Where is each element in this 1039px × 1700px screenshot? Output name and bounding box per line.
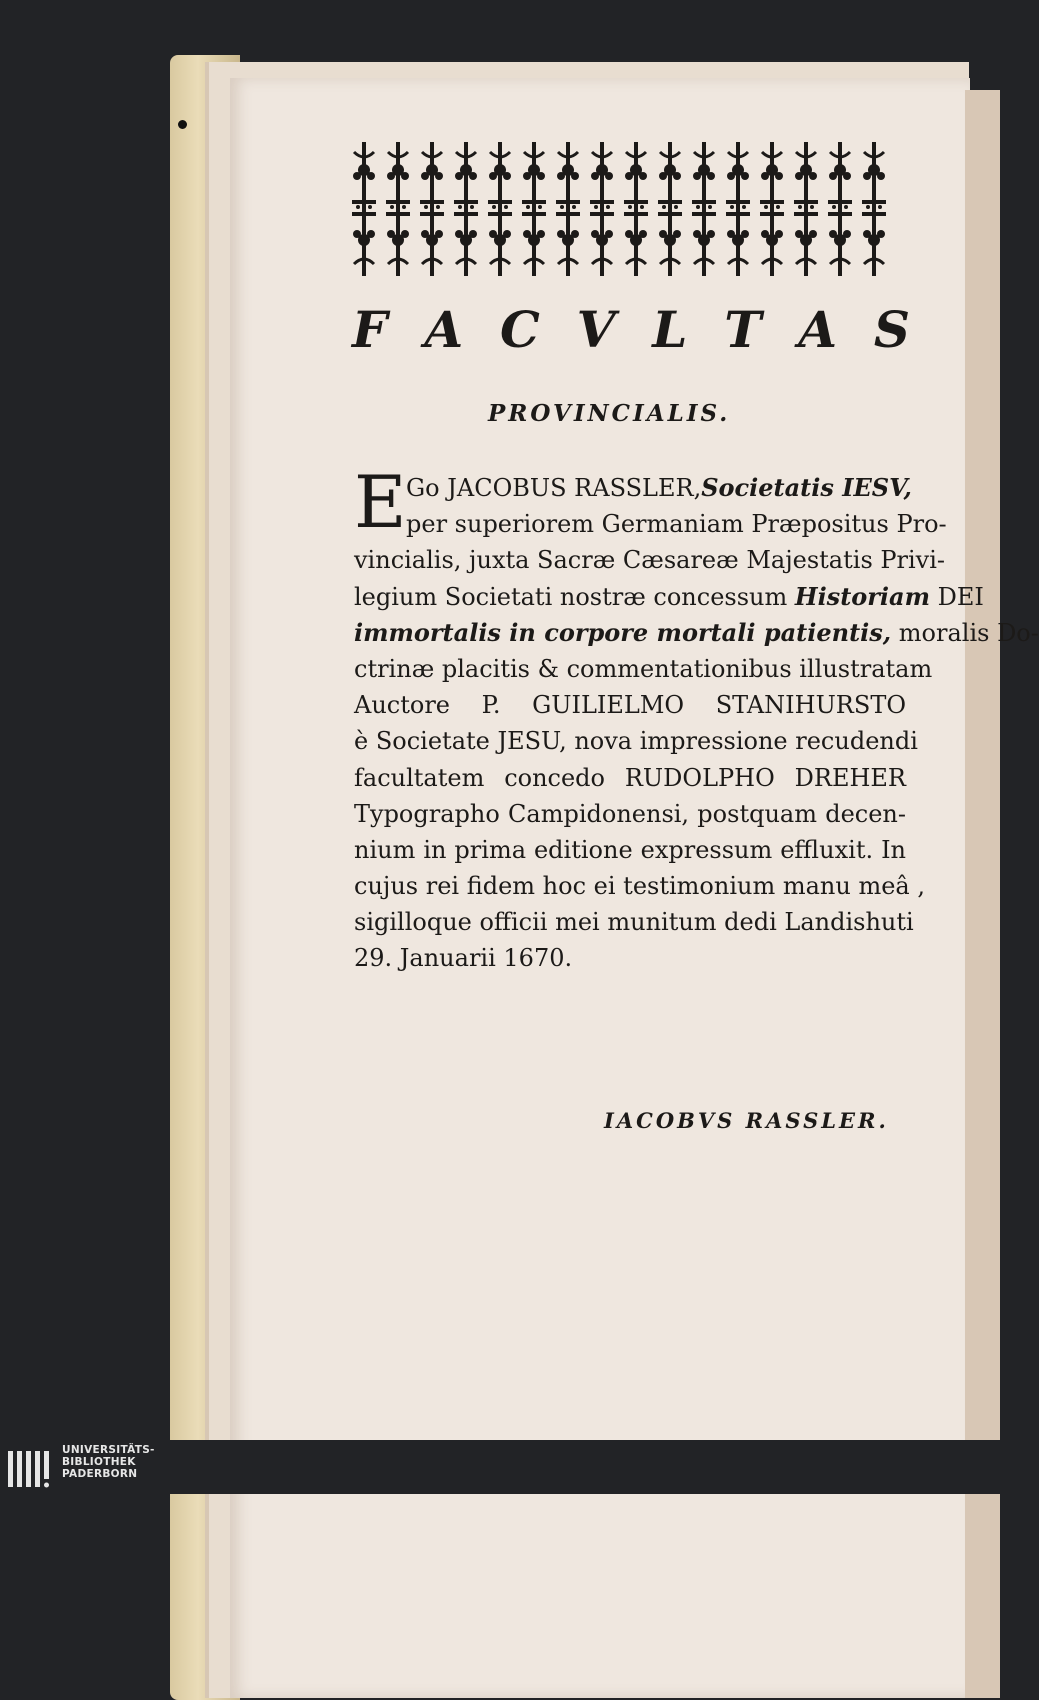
signature: IACOBVS RASSLER. (604, 1108, 889, 1133)
title-letter: T (724, 300, 764, 359)
library-logo-icon (6, 1447, 54, 1489)
ornament-band (350, 140, 910, 278)
page-subtitle: PROVINCIALIS. (488, 400, 731, 427)
title-letter: S (873, 300, 912, 359)
text-line: Go JACOBUS RASSLER,Societatis IESV, (406, 473, 912, 502)
library-logo-text: UNIVERSITÄTS- BIBLIOTHEK PADERBORN (62, 1444, 155, 1480)
title-letter: A (424, 300, 466, 359)
text-line: immortalis in corpore mortali patientis, moralis Do- (354, 617, 1039, 647)
text-line: vincialis, juxta Sacræ Cæsareæ Majestatis Privi- (354, 546, 946, 575)
text-line: legium Societati nostræ concessum Historiam DEI (354, 581, 984, 611)
drop-cap: E (354, 460, 407, 544)
text-line: è Societate JESU, nova impressione recudendi (354, 727, 918, 756)
text-line: ctrinæ placitis & commentationibus illustratam (354, 654, 933, 683)
text-line: facultatem concedo RUDOLPHO DREHER (354, 763, 906, 792)
title-letter: V (576, 300, 618, 359)
text-line: 29. Januarii 1670. (354, 944, 573, 973)
text-line: nium in prima editione expressum effluxit. In (354, 835, 906, 864)
binding-hole (178, 120, 187, 129)
page-title (352, 300, 912, 360)
title-letter: A (798, 300, 840, 359)
text-line: Auctore P. GUILIELMO STANIHURSTO (354, 691, 906, 720)
title-letter: L (652, 300, 690, 359)
text-line: Typographo Campidonensi, postquam decen- (354, 799, 906, 828)
text-line: cujus rei fidem hoc ei testimonium manu meâ , (354, 872, 925, 901)
text-line: sigilloque officii mei munitum dedi Landishuti (354, 908, 914, 937)
title-letter: C (499, 300, 542, 359)
title-letter: F (352, 300, 390, 359)
text-line: per superiorem Germaniam Præpositus Pro- (406, 510, 947, 539)
body-text (354, 470, 1039, 977)
